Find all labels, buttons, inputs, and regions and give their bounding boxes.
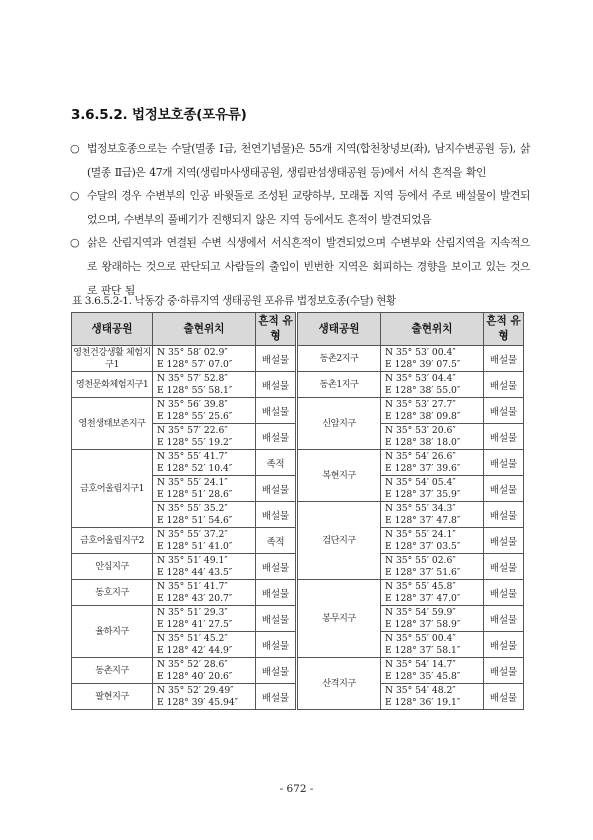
longitude: E 128° 37′ 39.6″ bbox=[385, 462, 461, 474]
latitude: N 35° 53′ 04.4″ bbox=[385, 373, 456, 384]
trace-type-cell: 배설물 bbox=[256, 554, 297, 580]
trace-type-cell: 배설물 bbox=[484, 450, 524, 476]
park-cell: 금호어울림지구2 bbox=[72, 528, 153, 554]
table-row bbox=[72, 450, 524, 476]
trace-type-cell: 배설물 bbox=[484, 658, 524, 684]
otter-table bbox=[71, 312, 524, 710]
longitude: E 128° 37′ 35.9″ bbox=[385, 488, 461, 500]
longitude: E 128° 51′ 28.6″ bbox=[157, 488, 233, 500]
bullet-text: 법정보호종으로는 수달(멸종 Ⅰ급, 천연기념물)은 55개 지역(합천창녕보(좌), 남지수변공원 등), 삵(멸종 Ⅱ급)은 47개 지역(생림마사생태공원, 생림판섬생태공원 등)에서 서식 흔적을 확인 bbox=[87, 142, 530, 179]
latitude: N 35° 52′ 28.6″ bbox=[157, 659, 228, 670]
park-cell: 안심지구 bbox=[72, 554, 153, 580]
longitude: E 128° 35′ 45.8″ bbox=[385, 670, 461, 682]
table-caption: 표 3.6.5.2-1. 낙동강 중·하류지역 생태공원 포유류 법정보호종(수달) 현황 bbox=[72, 295, 396, 307]
latitude: N 35° 57′ 52.8″ bbox=[157, 373, 228, 384]
location-cell bbox=[381, 476, 484, 502]
longitude: E 128° 43′ 20.7″ bbox=[157, 592, 233, 604]
page-number: - 672 - bbox=[279, 783, 314, 795]
trace-type-cell: 배설물 bbox=[484, 398, 524, 424]
longitude: E 128° 52′ 10.4″ bbox=[157, 462, 233, 474]
park-cell: 팔현지구 bbox=[72, 684, 153, 710]
location-cell bbox=[153, 372, 256, 398]
park-cell: 동호지구 bbox=[72, 580, 153, 606]
trace-type-cell: 배설물 bbox=[484, 372, 524, 398]
latitude: N 35° 52′ 29.49″ bbox=[157, 685, 234, 696]
latitude: N 35° 53′ 27.7″ bbox=[385, 399, 456, 410]
longitude: E 128° 38′ 55.0″ bbox=[385, 384, 461, 396]
trace-type-cell: 배설물 bbox=[256, 398, 297, 424]
location-cell bbox=[381, 606, 484, 632]
latitude: N 35° 55′ 24.1″ bbox=[385, 529, 456, 540]
location-cell bbox=[153, 580, 256, 606]
park-cell: 금호어울림지구1 bbox=[72, 450, 153, 528]
bullet-item bbox=[70, 137, 530, 184]
section-heading: 3.6.5.2. 법정보호종(포유류) bbox=[71, 107, 247, 123]
trace-type-cell: 배설물 bbox=[256, 580, 297, 606]
location-cell bbox=[381, 580, 484, 606]
trace-type-cell: 배설물 bbox=[256, 502, 297, 528]
park-cell: 봉무지구 bbox=[297, 580, 381, 658]
table-row bbox=[72, 658, 524, 684]
trace-type-cell: 배설물 bbox=[256, 632, 297, 658]
park-cell: 영천생태보존지구 bbox=[72, 398, 153, 450]
bullet-text: 삵은 산림지역과 연결된 수변 식생에서 서식흔적이 발견되었으며 수변부와 산림지역을 지속적으로 왕래하는 것으로 판단되고 사람들의 출입이 빈번한 지역은 회피하는 경향을 보이고 있는 것으로 판단 됨 bbox=[87, 236, 530, 297]
location-cell bbox=[381, 502, 484, 528]
trace-type-cell: 족적 bbox=[256, 528, 297, 554]
longitude: E 128° 37′ 58.9″ bbox=[385, 618, 461, 630]
trace-type-cell: 배설물 bbox=[484, 632, 524, 658]
park-cell: 영천문화체험지구1 bbox=[72, 372, 153, 398]
bullet-item bbox=[70, 184, 530, 231]
park-cell: 검단지구 bbox=[297, 502, 381, 580]
trace-type-cell: 족적 bbox=[256, 450, 297, 476]
location-cell bbox=[153, 606, 256, 632]
location-cell bbox=[153, 502, 256, 528]
latitude: N 35° 54′ 14.7″ bbox=[385, 659, 456, 670]
trace-type-cell: 배설물 bbox=[256, 606, 297, 632]
table-row bbox=[72, 346, 524, 372]
latitude: N 35° 53′ 00.4″ bbox=[385, 347, 456, 358]
longitude: E 128° 39′ 07.5″ bbox=[385, 358, 461, 370]
latitude: N 35° 51′ 41.7″ bbox=[157, 581, 228, 592]
longitude: E 128° 36′ 19.1″ bbox=[385, 696, 461, 708]
trace-type-cell: 배설물 bbox=[256, 684, 297, 710]
longitude: E 128° 51′ 54.6″ bbox=[157, 514, 233, 526]
location-cell bbox=[381, 658, 484, 684]
latitude: N 35° 55′ 34.3″ bbox=[385, 503, 456, 514]
trace-type-cell: 배설물 bbox=[256, 476, 297, 502]
park-cell: 율하지구 bbox=[72, 606, 153, 658]
trace-type-cell: 배설물 bbox=[484, 684, 524, 710]
park-cell: 신암지구 bbox=[297, 398, 381, 450]
location-cell bbox=[153, 424, 256, 450]
header-park: 생태공원 bbox=[72, 313, 153, 346]
longitude: E 128° 55′ 58.1″ bbox=[157, 384, 233, 396]
location-cell bbox=[381, 528, 484, 554]
trace-type-cell: 배설물 bbox=[484, 424, 524, 450]
longitude: E 128° 40′ 20.6″ bbox=[157, 670, 233, 682]
longitude: E 128° 57′ 07.0″ bbox=[157, 358, 233, 370]
table-row bbox=[72, 398, 524, 424]
table-header-row bbox=[72, 313, 524, 346]
longitude: E 128° 37′ 51.6″ bbox=[385, 566, 461, 578]
trace-type-cell: 배설물 bbox=[484, 554, 524, 580]
location-cell bbox=[153, 450, 256, 476]
latitude: N 35° 55′ 00.4″ bbox=[385, 633, 456, 644]
bullet-list bbox=[70, 137, 530, 302]
trace-type-cell: 배설물 bbox=[484, 346, 524, 372]
location-cell bbox=[153, 346, 256, 372]
latitude: N 35° 56′ 39.8″ bbox=[157, 399, 228, 410]
bullet-circle-icon: ○ bbox=[70, 142, 80, 155]
latitude: N 35° 55′ 41.7″ bbox=[157, 451, 228, 462]
header-location: 출현위치 bbox=[153, 313, 256, 346]
latitude: N 35° 55′ 37.2″ bbox=[157, 529, 228, 540]
location-cell bbox=[153, 398, 256, 424]
latitude: N 35° 55′ 45.8″ bbox=[385, 581, 456, 592]
trace-type-cell: 배설물 bbox=[484, 606, 524, 632]
park-cell: 동촌2지구 bbox=[297, 346, 381, 372]
trace-type-cell: 배설물 bbox=[484, 580, 524, 606]
latitude: N 35° 55′ 02.6″ bbox=[385, 555, 456, 566]
latitude: N 35° 58′ 02.9″ bbox=[157, 347, 228, 358]
location-cell bbox=[153, 684, 256, 710]
bullet-circle-icon: ○ bbox=[70, 189, 80, 203]
latitude: N 35° 51′ 49.1″ bbox=[157, 555, 228, 566]
header-park: 생태공원 bbox=[297, 313, 381, 346]
longitude: E 128° 44′ 43.5″ bbox=[157, 566, 233, 578]
park-cell: 산격지구 bbox=[297, 658, 381, 710]
park-cell: 영천건강생활 체험지구1 bbox=[73, 346, 151, 370]
latitude: N 35° 55′ 35.2″ bbox=[157, 503, 228, 514]
trace-type-cell: 배설물 bbox=[256, 346, 297, 372]
latitude: N 35° 54′ 26.6″ bbox=[385, 451, 456, 462]
location-cell bbox=[153, 554, 256, 580]
location-cell bbox=[381, 450, 484, 476]
table-row bbox=[72, 372, 524, 398]
table-row bbox=[72, 580, 524, 606]
trace-type-cell: 배설물 bbox=[256, 372, 297, 398]
location-cell bbox=[381, 632, 484, 658]
longitude: E 128° 37′ 03.5″ bbox=[385, 540, 461, 552]
bullet-text: 수달의 경우 수변부의 인공 바윗돌로 조성된 교량하부, 모래톱 지역 등에서 주로 배설물이 발견되었으며, 수변부의 풀베기가 진행되지 않은 지역 등에서도 흔적이 발견되었음 bbox=[87, 189, 530, 226]
longitude: E 128° 38′ 18.0″ bbox=[385, 436, 461, 448]
location-cell bbox=[381, 424, 484, 450]
latitude: N 35° 54′ 05.4″ bbox=[385, 477, 456, 488]
location-cell bbox=[381, 398, 484, 424]
bullet-item bbox=[70, 231, 530, 302]
latitude: N 35° 54′ 59.9″ bbox=[385, 607, 456, 618]
latitude: N 35° 51′ 29.3″ bbox=[157, 607, 228, 618]
longitude: E 128° 42′ 44.9″ bbox=[157, 644, 233, 656]
location-cell bbox=[153, 632, 256, 658]
longitude: E 128° 55′ 25.6″ bbox=[157, 410, 233, 422]
location-cell bbox=[153, 476, 256, 502]
longitude: E 128° 51′ 41.0″ bbox=[157, 540, 233, 552]
longitude: E 128° 37′ 47.0″ bbox=[385, 592, 461, 604]
longitude: E 128° 37′ 47.8″ bbox=[385, 514, 461, 526]
location-cell bbox=[381, 554, 484, 580]
longitude: E 128° 39′ 45.94″ bbox=[157, 696, 239, 708]
location-cell bbox=[381, 684, 484, 710]
header-type: 흔적 유형 bbox=[484, 313, 524, 346]
park-cell: 동촌지구 bbox=[72, 658, 153, 684]
latitude: N 35° 53′ 20.6″ bbox=[385, 425, 456, 436]
latitude: N 35° 51′ 45.2″ bbox=[157, 633, 228, 644]
longitude: E 128° 55′ 19.2″ bbox=[157, 436, 233, 448]
trace-type-cell: 배설물 bbox=[484, 502, 524, 528]
latitude: N 35° 54′ 48.2″ bbox=[385, 685, 456, 696]
longitude: E 128° 41′ 27.5″ bbox=[157, 618, 233, 630]
longitude: E 128° 37′ 58.1″ bbox=[385, 644, 461, 656]
header-type: 흔적 유형 bbox=[256, 313, 297, 346]
location-cell bbox=[153, 658, 256, 684]
header-location: 출현위치 bbox=[381, 313, 484, 346]
location-cell bbox=[153, 528, 256, 554]
trace-type-cell: 배설물 bbox=[256, 658, 297, 684]
trace-type-cell: 배설물 bbox=[256, 424, 297, 450]
park-cell: 동촌1지구 bbox=[297, 372, 381, 398]
bullet-circle-icon: ○ bbox=[70, 236, 80, 250]
trace-type-cell: 배설물 bbox=[484, 476, 524, 502]
longitude: E 128° 38′ 09.8″ bbox=[385, 410, 461, 422]
park-cell: 복현지구 bbox=[297, 450, 381, 502]
latitude: N 35° 57′ 22.6″ bbox=[157, 425, 228, 436]
location-cell bbox=[381, 372, 484, 398]
location-cell bbox=[381, 346, 484, 372]
latitude: N 35° 55′ 24.1″ bbox=[157, 477, 228, 488]
trace-type-cell: 배설물 bbox=[484, 528, 524, 554]
